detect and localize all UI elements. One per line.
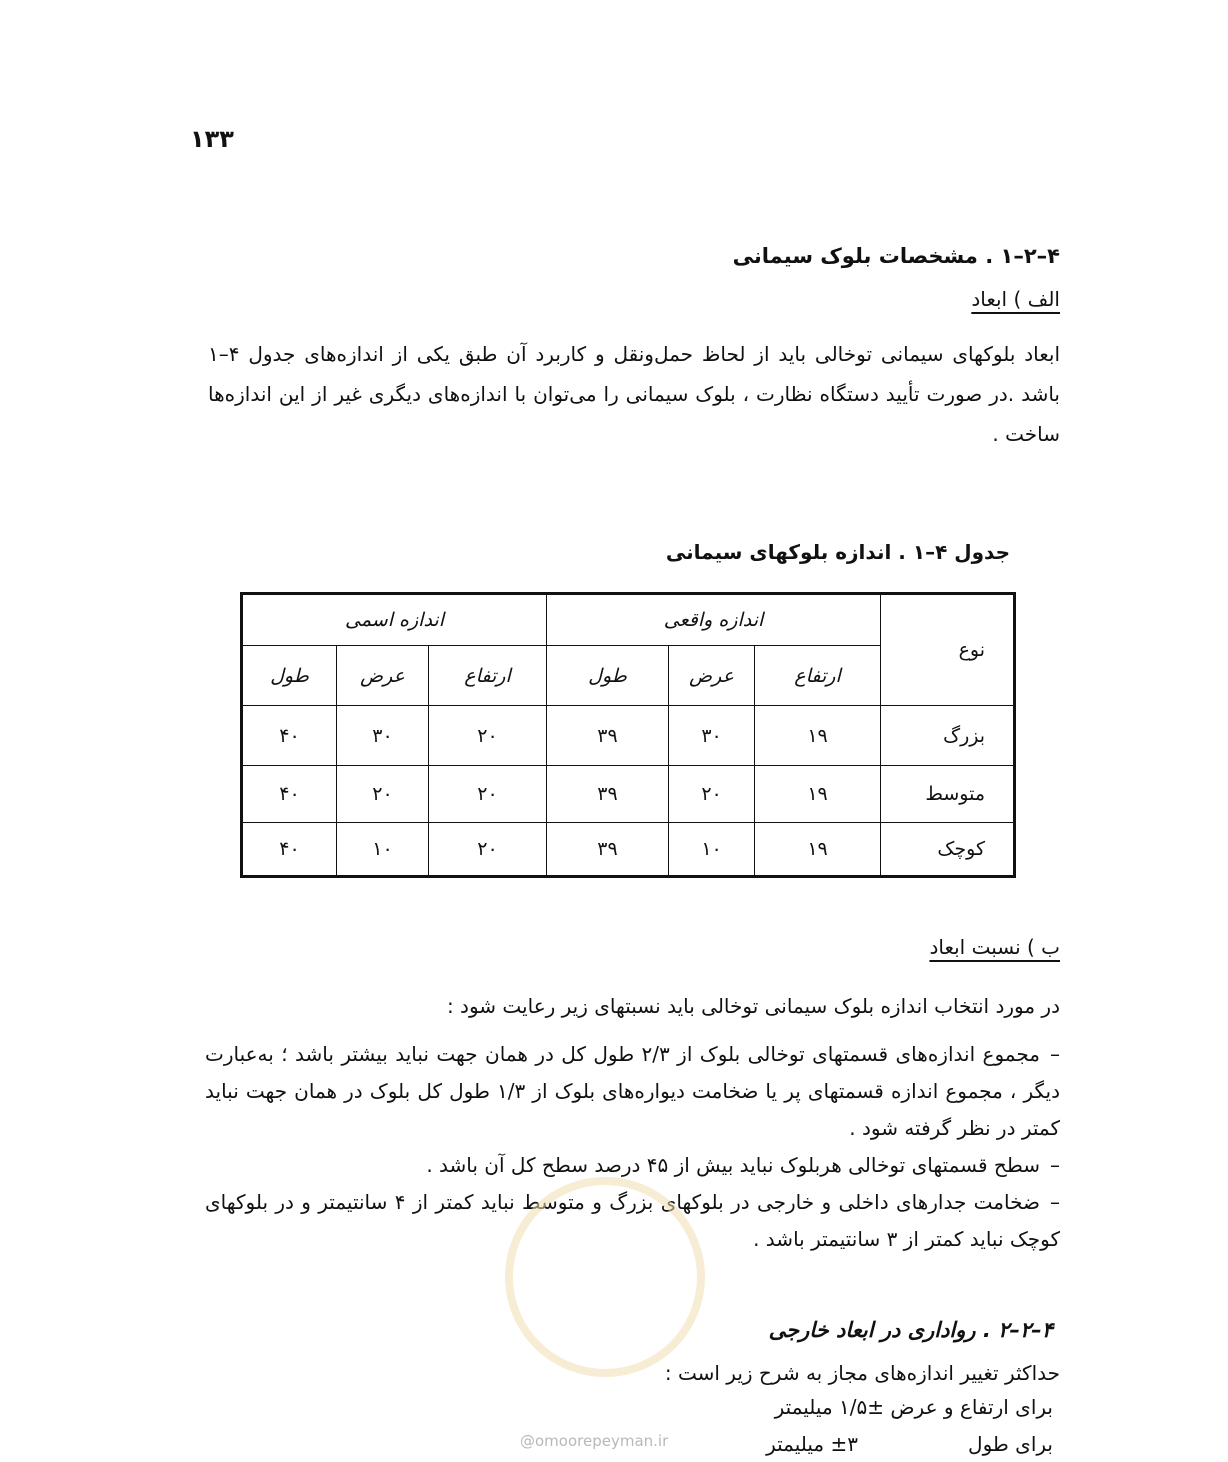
dim-header: ارتفاع <box>755 646 881 706</box>
table-cell: ۳۰ <box>669 706 755 766</box>
ratio-intro: در مورد انتخاب اندازه بلوک سیمانی توخالی باید نسبتهای زیر رعایت شود : <box>446 994 1060 1018</box>
table-cell: ۱۹ <box>755 823 881 877</box>
table-cell: ۱۰ <box>337 823 429 877</box>
subsection-title-ratio: ب ) نسبت ابعاد <box>929 935 1060 959</box>
type-header: نوع <box>881 594 1015 706</box>
dim-header: ارتفاع <box>429 646 547 706</box>
dim-header: عرض <box>337 646 429 706</box>
list-item: –ضخامت جدارهای داخلی و خارجی در بلوکهای بزرگ و متوسط نباید کمتر از ۴ سانتیمتر و در بلوکهای کوچک نباید کمتر از ۳ سانتیمتر باشد . <box>205 1184 1060 1258</box>
table-cell: ۲۰ <box>429 823 547 877</box>
dim-header: طول <box>547 646 669 706</box>
table-row <box>242 766 1015 823</box>
list-item: –مجموع اندازه‌های قسمتهای توخالی بلوک از ۲/۳ طول کل در همان جهت نباید بیشتر باشد ؛ به‌عبارت دیگر ، مجموع اندازه قسمتهای پر یا ضخامت دیواره‌های بلوک از ۱/۳ طول کل بلوک در همان جهت نباید کمتر در نظر گرفته شود . <box>205 1036 1060 1147</box>
dash-icon: – <box>1050 1153 1060 1177</box>
table-cell: ۲۰ <box>429 766 547 823</box>
watermark-url: @omoorepeyman.ir <box>520 1432 669 1450</box>
dash-icon: – <box>1049 1042 1060 1066</box>
type-cell: بزرگ <box>881 706 1015 766</box>
subsection-title-dimensions: الف ) ابعاد <box>971 287 1060 311</box>
table-cell: ۴۰ <box>242 823 337 877</box>
block-size-table <box>240 592 1016 878</box>
table-cell: ۲۰ <box>337 766 429 823</box>
dim-header: عرض <box>669 646 755 706</box>
table-caption: جدول ۴–۱ . اندازه بلوکهای سیمانی <box>665 540 1010 564</box>
table-row <box>242 706 1015 766</box>
actual-size-header: اندازه واقعی <box>547 594 881 646</box>
table-cell: ۳۰ <box>337 706 429 766</box>
page-number: ۱۳۳ <box>190 125 234 153</box>
table-cell: ۳۹ <box>547 766 669 823</box>
section-title: ۴–۲–۱ . مشخصات بلوک سیمانی <box>732 244 1060 268</box>
nominal-size-header: اندازه اسمی <box>242 594 547 646</box>
dimensions-paragraph: ابعاد بلوکهای سیمانی توخالی باید از لحاظ حمل‌ونقل و کاربرد آن طبق یکی از اندازه‌های جدول ۴–۱ باشد .در صورت تأیید دستگاه نظارت ، بلوک سیمانی را می‌توان با اندازه‌های دیگری غیر از این اندازه‌ها ساخت . <box>208 342 1060 446</box>
table-cell: ۴۰ <box>242 766 337 823</box>
table-row <box>242 823 1015 877</box>
table-cell: ۴۰ <box>242 706 337 766</box>
table-cell: ۳۹ <box>547 823 669 877</box>
tolerance-intro: حداکثر تغییر اندازه‌های مجاز به شرح زیر است : <box>664 1361 1060 1385</box>
tolerance-length-label: برای طول <box>968 1432 1053 1456</box>
table-cell: ۳۹ <box>547 706 669 766</box>
type-cell: کوچک <box>881 823 1015 877</box>
tolerance-length-value: ±۳ میلیمتر <box>766 1432 858 1456</box>
table-cell: ۱۹ <box>755 706 881 766</box>
tolerance-height-width: برای ارتفاع و عرض ±۱/۵ میلیمتر <box>774 1395 1053 1419</box>
list-item: –سطح قسمتهای توخالی هربلوک نباید بیش از ۴۵ درصد سطح کل آن باشد . <box>205 1147 1060 1184</box>
table-cell: ۱۰ <box>669 823 755 877</box>
watermark-seal-icon <box>505 1177 705 1377</box>
dim-header: طول <box>242 646 337 706</box>
dash-icon: – <box>1050 1190 1061 1214</box>
table-cell: ۲۰ <box>669 766 755 823</box>
table-cell: ۲۰ <box>429 706 547 766</box>
section-title: ۴–۲–۲ . رواداری در ابعاد خارجی <box>768 1318 1053 1342</box>
type-cell: متوسط <box>881 766 1015 823</box>
table-cell: ۱۹ <box>755 766 881 823</box>
